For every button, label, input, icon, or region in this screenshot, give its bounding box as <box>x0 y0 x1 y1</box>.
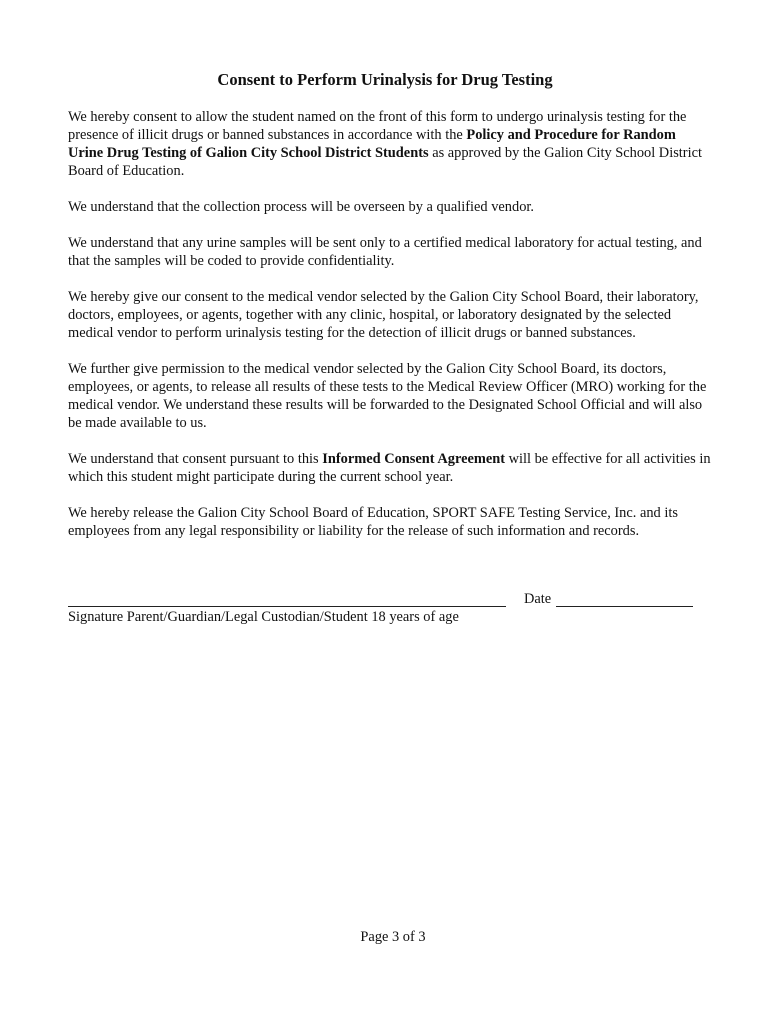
paragraph-text: We understand that consent pursuant to this <box>68 451 323 467</box>
paragraph-results-release: We further give permission to the medical vendor selected by the Galion City School Board, its doctors, employees, or agents, to release all results of these tests to the Medical Review Officer (MRO) working for the medical vendor. We understand these results will be forwarded to the Designated School Official and will also be made available to us. <box>68 361 707 431</box>
document-body <box>68 108 713 558</box>
paragraph-liability-release: We hereby release the Galion City School Board of Education, SPORT SAFE Testing Service, Inc. and its employees from any legal responsibility or liability for the release of such information and records. <box>68 505 678 539</box>
paragraph-consent <box>68 108 713 180</box>
page-number: Page 3 of 3 <box>360 929 426 945</box>
policy-name: Policy and Procedure for Random Urine Drug Testing of Galion City School District Students <box>68 127 676 161</box>
signature-caption: Signature Parent/Guardian/Legal Custodian/Student 18 years of age <box>68 609 459 625</box>
document-title: Consent to Perform Urinalysis for Drug Testing <box>217 70 553 89</box>
date-line[interactable] <box>556 606 693 607</box>
signature-block <box>68 590 708 630</box>
agreement-name: Informed Consent Agreement <box>322 451 506 467</box>
paragraph-informed-consent <box>68 450 713 486</box>
paragraph-laboratory: We understand that any urine samples will be sent only to a certified medical laboratory for actual testing, and that the samples will be coded to provide confidentiality. <box>68 235 702 269</box>
paragraph-collection: We understand that the collection process will be overseen by a qualified vendor. <box>68 199 534 215</box>
paragraph-text: as approved by the Galion City School District Board of Education. <box>68 145 702 179</box>
paragraph-text: We hereby consent to allow the student named on the front of this form to undergo urinalysis testing for the presence of illicit drugs or banned substances in accordance with the <box>68 109 687 143</box>
paragraph-vendor-consent: We hereby give our consent to the medical vendor selected by the Galion City School Board, their laboratory, doctors, employees, or agents, together with any clinic, hospital, or laboratory designated by the selected medical vendor to perform urinalysis testing for the detection of illicit drugs or banned substances. <box>68 289 699 341</box>
signature-line[interactable] <box>68 606 506 607</box>
paragraph-text: will be effective for all activities in which this student might participate during the current school year. <box>68 451 711 485</box>
date-label: Date <box>524 591 552 607</box>
